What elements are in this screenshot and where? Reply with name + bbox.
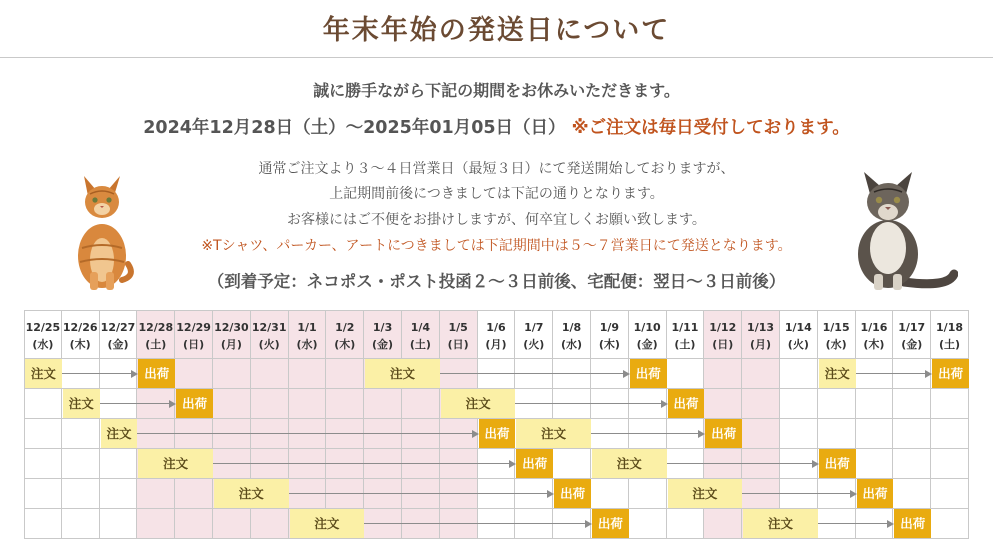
calendar-cell	[515, 389, 553, 419]
day-date: 12/25	[25, 321, 61, 334]
order-chip: 注文	[668, 479, 743, 508]
calendar-cell	[780, 389, 818, 419]
calendar-cell	[667, 509, 705, 539]
order-chip: 注文	[138, 449, 213, 478]
calendar-cell	[326, 449, 364, 479]
calendar-cell	[667, 449, 705, 479]
calendar-cell	[742, 419, 780, 449]
order-chip: 注文	[743, 509, 818, 538]
shipping-arrow	[591, 433, 699, 434]
day-header-1-18	[931, 310, 969, 359]
ship-chip: 出荷	[705, 419, 742, 448]
calendar-cell	[24, 509, 62, 539]
order-chip: 注文	[214, 479, 289, 508]
day-header-1-15	[818, 310, 856, 359]
day-header-12-26	[62, 310, 100, 359]
calendar-cell	[856, 389, 894, 419]
order-chip: 注文	[290, 509, 365, 538]
calendar-cell	[251, 509, 289, 539]
day-date: 1/5	[448, 321, 468, 334]
calendar-cell	[440, 479, 478, 509]
day-date: 1/18	[936, 321, 964, 334]
day-weekday: (日)	[447, 338, 469, 351]
day-header-12-31	[251, 310, 289, 359]
day-weekday: (金)	[636, 338, 658, 351]
calendar-cell	[629, 509, 667, 539]
day-weekday: (水)	[561, 338, 583, 351]
day-header-1-11	[667, 310, 705, 359]
day-header-1-1	[289, 310, 327, 359]
ship-chip: 出荷	[479, 419, 516, 448]
day-weekday: (金)	[107, 338, 129, 351]
shipping-arrow	[62, 373, 133, 374]
day-header-1-6	[478, 310, 516, 359]
arrow-head-icon	[698, 430, 705, 438]
arrow-head-icon	[585, 520, 592, 528]
ship-chip: 出荷	[138, 359, 175, 388]
day-date: 1/15	[822, 321, 850, 334]
day-date: 12/26	[62, 321, 98, 334]
calendar-cell	[780, 479, 818, 509]
calendar-cell	[818, 419, 856, 449]
calendar-cell	[402, 419, 440, 449]
day-header-1-7	[515, 310, 553, 359]
day-weekday: (火)	[523, 338, 545, 351]
day-date: 1/17	[898, 321, 926, 334]
day-weekday: (木)	[598, 338, 620, 351]
calendar-cell	[478, 359, 516, 389]
ship-chip: 出荷	[630, 359, 667, 388]
day-date: 1/4	[410, 321, 431, 334]
calendar-cell	[856, 449, 894, 479]
calendar-cell	[62, 509, 100, 539]
calendar-cell	[931, 509, 969, 539]
shipping-arrow	[856, 373, 927, 374]
day-header-12-29	[175, 310, 213, 359]
arrow-head-icon	[169, 400, 176, 408]
day-date: 12/27	[100, 321, 136, 334]
calendar-cell	[364, 479, 402, 509]
calendar-cell	[251, 419, 289, 449]
ship-chip: 出荷	[592, 509, 629, 538]
calendar-cell	[100, 389, 138, 419]
calendar-cell	[289, 419, 327, 449]
day-header-1-14	[780, 310, 818, 359]
calendar-cell	[818, 509, 856, 539]
arrow-head-icon	[661, 400, 668, 408]
arrow-head-icon	[623, 370, 630, 378]
calendar-cell	[137, 509, 175, 539]
notice-line-arrival: （到着予定：ネコポス・ポスト投函２〜３日前後、宅配便：翌日〜３日前後）	[207, 272, 786, 291]
calendar-cell	[289, 449, 327, 479]
calendar-cell	[742, 479, 780, 509]
calendar-cell	[24, 419, 62, 449]
order-chip: 注文	[516, 419, 591, 448]
maine-coon-cat-image	[848, 170, 958, 292]
calendar-cell	[931, 449, 969, 479]
calendar-cell	[251, 389, 289, 419]
day-header-1-5	[440, 310, 478, 359]
calendar-cell	[780, 359, 818, 389]
day-header-1-12	[704, 310, 742, 359]
calendar-cell	[364, 389, 402, 419]
arrow-head-icon	[509, 460, 516, 468]
calendar-cell	[289, 389, 327, 419]
notice-line-closure: 誠に勝手ながら下記の期間をお休みいただきます。	[313, 81, 680, 100]
calendar-cell	[402, 479, 440, 509]
calendar-cell	[629, 419, 667, 449]
ship-chip: 出荷	[857, 479, 894, 508]
day-header-1-3	[364, 310, 402, 359]
calendar-cell	[326, 419, 364, 449]
order-chip: 注文	[63, 389, 100, 418]
day-date: 1/10	[633, 321, 661, 334]
calendar-cell	[553, 359, 591, 389]
calendar-cell	[364, 449, 402, 479]
day-weekday: (土)	[409, 338, 431, 351]
calendar-cell	[364, 509, 402, 539]
calendar-cell	[137, 419, 175, 449]
shipping-arrow	[440, 373, 624, 374]
calendar-cell	[440, 359, 478, 389]
calendar-cell	[591, 389, 629, 419]
calendar-cell	[62, 449, 100, 479]
calendar-cell	[856, 359, 894, 389]
calendar-cell	[629, 479, 667, 509]
shipping-arrow	[100, 403, 171, 404]
calendar-cell	[326, 389, 364, 419]
day-weekday: (火)	[258, 338, 280, 351]
day-header-1-4	[402, 310, 440, 359]
shipping-arrow	[667, 463, 813, 464]
calendar-cell	[440, 449, 478, 479]
day-date: 12/29	[176, 321, 211, 334]
notice-line-period-info: 上記期間前後につきましては下記の通りとなります。	[329, 186, 664, 202]
calendar-cell	[100, 479, 138, 509]
closure-period: 2024年12月28日（土）〜2025年01月05日（日）	[143, 118, 566, 138]
day-weekday: (水)	[825, 338, 847, 351]
day-date: 1/6	[486, 321, 506, 334]
calendar-cell	[893, 449, 931, 479]
order-chip: 注文	[25, 359, 62, 388]
calendar-cell	[704, 359, 742, 389]
ship-chip: 出荷	[176, 389, 213, 418]
day-date: 1/8	[561, 321, 582, 334]
calendar-cell	[667, 359, 705, 389]
notice-line-shipping: 通常ご注文より３〜４日営業日（最短３日）にて発送開始しておりますが、	[258, 161, 735, 177]
arrow-head-icon	[850, 490, 857, 498]
day-date: 1/12	[709, 321, 737, 334]
arrow-head-icon	[547, 490, 554, 498]
calendar-cell	[742, 359, 780, 389]
arrow-head-icon	[925, 370, 932, 378]
calendar-cell	[818, 389, 856, 419]
calendar-cell	[326, 479, 364, 509]
calendar-cell	[24, 449, 62, 479]
day-header-1-17	[893, 310, 931, 359]
ship-chip: 出荷	[516, 449, 553, 478]
arrow-head-icon	[131, 370, 138, 378]
calendar-cell	[931, 419, 969, 449]
day-date: 1/9	[599, 321, 620, 334]
notice-line-apparel: ※Tシャツ、パーカー、アートにつきましては下記期間中は５〜７営業日にて発送となります。	[201, 238, 792, 254]
day-weekday: (土)	[145, 338, 167, 351]
calendar-cell	[213, 419, 251, 449]
shipping-arrow	[289, 493, 549, 494]
calendar-cell	[402, 389, 440, 419]
day-weekday: (日)	[712, 338, 734, 351]
ship-chip: 出荷	[668, 389, 705, 418]
day-header-1-16	[856, 310, 894, 359]
ship-chip: 出荷	[894, 509, 931, 538]
day-date: 12/31	[251, 321, 287, 334]
ship-chip: 出荷	[819, 449, 856, 478]
arrow-head-icon	[812, 460, 819, 468]
calendar-cell	[553, 449, 591, 479]
day-date: 1/3	[372, 321, 393, 334]
calendar-cell	[213, 359, 251, 389]
calendar-cell	[440, 509, 478, 539]
day-weekday: (月)	[750, 338, 772, 351]
calendar-cell	[100, 509, 138, 539]
day-date: 1/1	[297, 321, 317, 334]
day-weekday: (水)	[32, 338, 54, 351]
calendar-cell	[856, 419, 894, 449]
calendar-cell	[478, 479, 516, 509]
shipping-arrow	[515, 403, 661, 404]
calendar-header	[24, 310, 969, 359]
calendar-cell	[478, 509, 516, 539]
day-weekday: (金)	[372, 338, 394, 351]
ship-chip: 出荷	[554, 479, 591, 508]
calendar-cell	[62, 359, 100, 389]
day-date: 12/30	[214, 321, 249, 334]
day-date: 1/7	[524, 321, 544, 334]
day-weekday: (火)	[787, 338, 809, 351]
order-chip: 注文	[365, 359, 440, 388]
shipping-arrow	[213, 463, 510, 464]
calendar-cell	[62, 479, 100, 509]
calendar-cell	[704, 389, 742, 419]
day-header-1-2	[326, 310, 364, 359]
notice-line-apology: お客様にはご不便をお掛けしますが、何卒宜しくお願い致します。	[287, 212, 706, 228]
calendar-cell	[289, 479, 327, 509]
day-weekday: (木)	[69, 338, 91, 351]
shipping-arrow	[742, 493, 850, 494]
day-date: 1/11	[671, 321, 699, 334]
shipping-arrow	[364, 523, 586, 524]
shipping-arrow	[818, 523, 889, 524]
calendar-cell	[24, 479, 62, 509]
day-weekday: (木)	[334, 338, 356, 351]
title-divider	[0, 57, 993, 58]
day-weekday: (水)	[296, 338, 318, 351]
calendar-cell	[251, 449, 289, 479]
notice-period	[0, 114, 993, 139]
day-header-12-28	[137, 310, 175, 359]
order-chip: 注文	[101, 419, 138, 448]
calendar-cell	[402, 449, 440, 479]
day-header-12-27	[100, 310, 138, 359]
calendar-cell	[591, 479, 629, 509]
calendar-cell	[326, 359, 364, 389]
calendar-cell	[364, 419, 402, 449]
ship-chip: 出荷	[932, 359, 969, 388]
day-header-1-8	[553, 310, 591, 359]
shipping-arrow	[137, 433, 472, 434]
day-weekday: (木)	[863, 338, 885, 351]
calendar-cell	[931, 389, 969, 419]
day-date: 1/13	[747, 321, 775, 334]
calendar-cell	[591, 419, 629, 449]
calendar-cell	[175, 359, 213, 389]
arrow-head-icon	[887, 520, 894, 528]
calendar-cell	[553, 389, 591, 419]
calendar-cell	[175, 479, 213, 509]
day-date: 1/16	[860, 321, 888, 334]
calendar-cell	[931, 479, 969, 509]
order-chip: 注文	[441, 389, 516, 418]
calendar-cell	[515, 509, 553, 539]
calendar-cell	[742, 389, 780, 419]
calendar-cell	[175, 419, 213, 449]
calendar-cell	[515, 359, 553, 389]
day-weekday: (金)	[901, 338, 923, 351]
day-weekday: (土)	[674, 338, 696, 351]
arrow-head-icon	[472, 430, 479, 438]
calendar-cell	[24, 389, 62, 419]
calendar-cell	[213, 449, 251, 479]
calendar-cell	[213, 509, 251, 539]
day-header-1-10	[629, 310, 667, 359]
calendar-cell	[100, 449, 138, 479]
calendar-cell	[213, 389, 251, 419]
day-header-12-25	[24, 310, 62, 359]
page-title: 年末年始の発送日について	[322, 15, 671, 46]
calendar-cell	[402, 509, 440, 539]
day-weekday: (月)	[485, 338, 507, 351]
calendar-cell	[742, 449, 780, 479]
day-weekday: (日)	[183, 338, 205, 351]
day-header-12-30	[213, 310, 251, 359]
day-weekday: (土)	[938, 338, 961, 351]
calendar-cell	[704, 509, 742, 539]
order-chip: 注文	[592, 449, 667, 478]
calendar-cell	[289, 359, 327, 389]
day-date: 1/14	[784, 321, 812, 334]
calendar-cell	[137, 479, 175, 509]
calendar-cell	[893, 389, 931, 419]
day-date: 12/28	[138, 321, 174, 334]
calendar-cell	[175, 509, 213, 539]
calendar-cell	[251, 359, 289, 389]
day-header-1-9	[591, 310, 629, 359]
calendar-cell	[893, 419, 931, 449]
order-chip: 注文	[819, 359, 856, 388]
order-acceptance-note: ※ご注文は毎日受付しております。	[571, 118, 850, 138]
orange-tabby-cat-image	[66, 168, 136, 292]
day-date: 1/2	[335, 321, 355, 334]
day-header-1-13	[742, 310, 780, 359]
day-weekday: (月)	[220, 338, 242, 351]
calendar-cell	[704, 449, 742, 479]
calendar-cell	[62, 419, 100, 449]
calendar-cell	[780, 419, 818, 449]
calendar-cell	[893, 479, 931, 509]
